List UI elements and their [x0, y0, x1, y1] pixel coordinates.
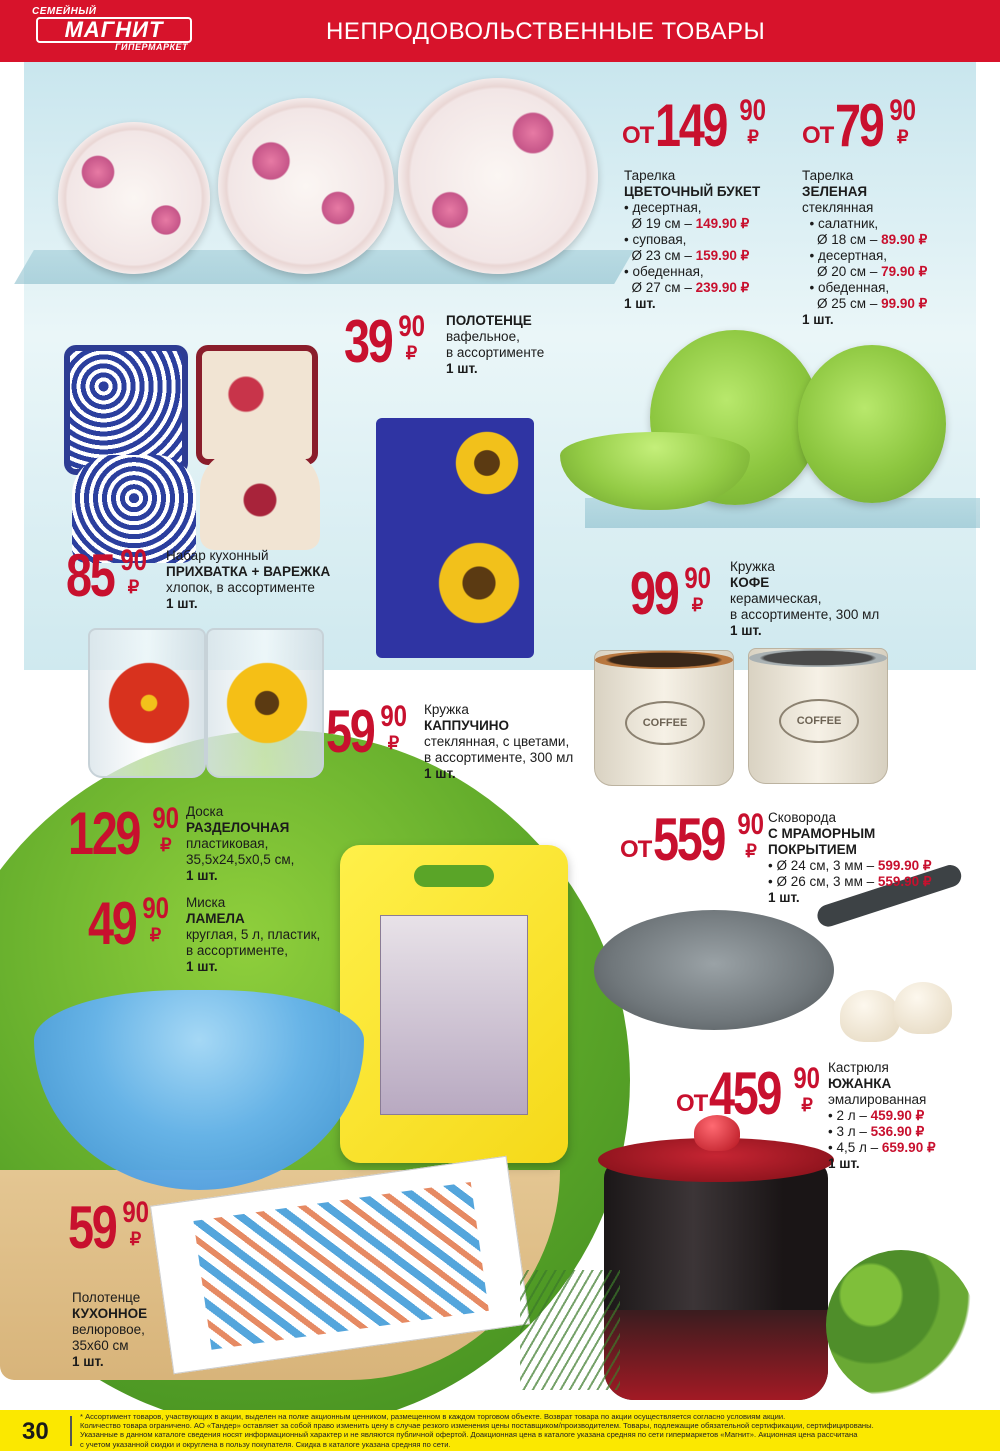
price-plate-green: ОТ 79 90 ₽ — [802, 92, 917, 159]
glass-mug-image — [206, 628, 324, 778]
price-mug-cappuccino: 59 90 ₽ — [326, 698, 407, 765]
floral-plate-image — [398, 78, 598, 274]
broccoli-image — [826, 1250, 976, 1400]
price-bowl: 49 90 ₽ — [88, 890, 169, 957]
coffee-mug-image — [748, 648, 888, 784]
desc-mug-coffee: Кружка КОФЕ керамическая, в ассортименте, 300 мл 1 шт. — [730, 559, 880, 638]
sunflower-icon — [452, 428, 522, 498]
desc-mug-cappuccino: Кружка КАППУЧИНО стеклянная, с цветами, в ассортименте, 300 мл 1 шт. — [424, 702, 574, 781]
desc-bowl: Миска ЛАМЕЛА круглая, 5 л, пластик, в ассортименте, 1 шт. — [186, 895, 321, 974]
frying-pan-image — [594, 910, 834, 1030]
mug-label: COFFEE — [779, 699, 859, 743]
coffee-mug-image — [594, 650, 734, 786]
price-frying-pan: ОТ 559 90 ₽ — [620, 806, 765, 873]
mushroom-image — [894, 982, 952, 1034]
green-plate-image — [798, 345, 946, 503]
floral-plate-image — [58, 122, 210, 274]
page-header — [0, 0, 1000, 62]
magnit-logo — [26, 6, 196, 54]
floral-mitten-image — [200, 450, 320, 550]
waffle-towel-image — [376, 418, 534, 658]
mug-label: COFFEE — [625, 701, 705, 745]
logo-main-text: МАГНИТ — [36, 17, 192, 43]
price-kitchen-set: 85 90 ₽ — [66, 542, 147, 609]
section-title: НЕПРОДОВОЛЬСТВЕННЫЕ ТОВАРЫ — [326, 18, 766, 45]
desc-plate-bouquet: Тарелка ЦВЕТОЧНЫЙ БУКЕТ • десертная, Ø 19 см – 149.90 ₽ • суповая, Ø 23 см – 159.90 ₽ • обеденная, Ø 27 см – 239.90 ₽ 1 шт. — [624, 168, 761, 311]
dill-image — [520, 1270, 620, 1390]
floral-plate-image — [218, 98, 394, 274]
price-plate-bouquet: ОТ 149 90 ₽ — [622, 92, 767, 159]
enamel-pot-image — [604, 1160, 828, 1400]
glass-mug-image — [88, 628, 206, 778]
sunflower-icon — [434, 538, 524, 628]
desc-plate-green: Тарелка ЗЕЛЕНАЯ стеклянная • салатник, Ø 18 см – 89.90 ₽ • десертная, Ø 20 см – 79.90 ₽ • обеденная, Ø 25 см – 99.90 ₽ 1 шт. — [802, 168, 928, 327]
price-kitchen-towel: 59 90 ₽ — [68, 1194, 149, 1261]
desc-cutting-board: Доска РАЗДЕЛОЧНАЯ пластиковая, 35,5х24,5х0,5 см, 1 шт. — [186, 804, 295, 883]
desc-kitchen-set: Набар кухонный ПРИХВАТКА + ВАРЕЖКА хлопок, в ассортименте 1 шт. — [166, 548, 331, 611]
cutting-board-image — [340, 845, 568, 1163]
mushroom-image — [840, 990, 900, 1042]
price-cutting-board: 129 90 ₽ — [68, 800, 180, 867]
page-number: 30 — [22, 1418, 49, 1445]
desc-frying-pan: Сковорода С МРАМОРНЫМ ПОКРЫТИЕМ • Ø 24 см, 3 мм – 599.90 ₽ • Ø 26 см, 3 мм – 559.90 ₽ 1 шт. — [768, 810, 932, 905]
logo-bottom-text: ГИПЕРМАРКЕТ — [114, 42, 188, 52]
logo-top-text: СЕМЕЙНЫЙ — [32, 6, 97, 17]
page-footer — [0, 1410, 1000, 1451]
floral-potholder-image — [196, 345, 318, 465]
disclaimer-text: * Ассортимент товаров, участвующих в акции, выделен на полке акционным ценником, размещенном в каждом торговом объекте. Возврат товара по акции осуществляется согласно условиям акции. Количество товара ограничено. АО «Тандер» оставляет за собой право изменить цену в случае резкого изменения цены поставщиком/производителем. Товары, подлежащие обязательной сертификации, сертифицированы. Указанные в данном каталоге сведения носят информационный характер и не являются публичной офертой. Доакционная цена в каталоге указана средняя по сети гипермаркетов «Магнит». Акционная цена рассчитана с учетом указанной скидки и округлена в пользу покупателя. Скидка в каталоге указана средняя по сети. — [80, 1412, 874, 1449]
desc-towel-waffle: ПОЛОТЕНЦЕ вафельное, в ассортименте 1 шт. — [446, 313, 545, 376]
desc-kitchen-towel: Полотенце КУХОННОЕ велюровое, 35х60 см 1 шт. — [72, 1290, 148, 1369]
footer-divider — [70, 1416, 72, 1446]
desc-pot: Кастрюля ЮЖАНКА эмалированная • 2 л – 459.90 ₽ • 3 л – 536.90 ₽ • 4,5 л – 659.90 ₽ 1 шт. — [828, 1060, 936, 1171]
price-towel-waffle: 39 90 ₽ — [344, 308, 425, 375]
price-mug-coffee: 99 90 ₽ — [630, 560, 711, 627]
price-pot: ОТ 459 90 ₽ — [676, 1060, 821, 1127]
